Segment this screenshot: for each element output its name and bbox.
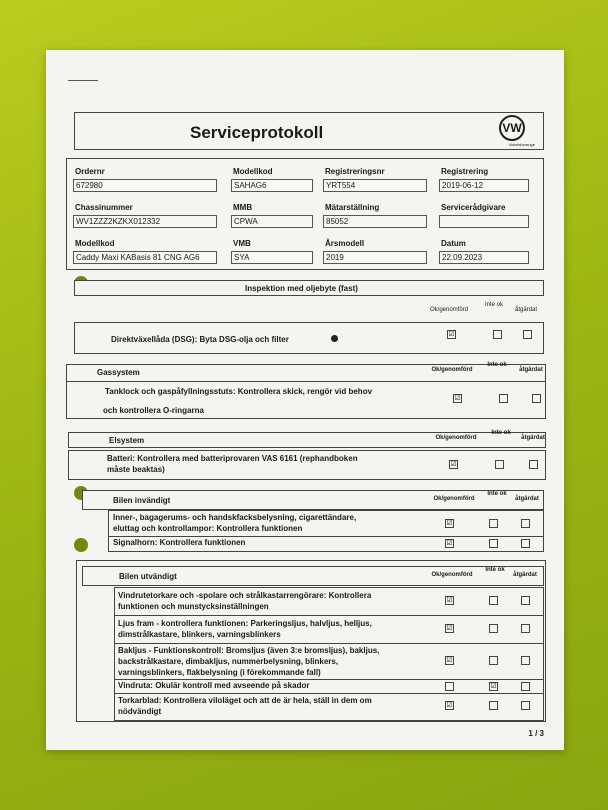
ok-checkbox[interactable]: ☑ xyxy=(446,597,453,604)
inte-ok-checkbox[interactable] xyxy=(489,701,498,710)
ok-checkbox[interactable]: ☑ xyxy=(450,461,457,468)
gassystem-title: Gassystem xyxy=(97,368,140,377)
elsystem-title: Elsystem xyxy=(109,436,145,445)
atgardat-checkbox[interactable] xyxy=(523,330,532,339)
ordernr-value: 672980 xyxy=(73,179,217,192)
ok-checkbox[interactable]: ☑ xyxy=(446,657,453,664)
ok-checkbox[interactable] xyxy=(445,682,454,691)
page-title: Serviceprotokoll xyxy=(190,123,324,142)
row-text: Direktväxellåda (DSG): Byta DSG-olja och filter xyxy=(111,335,289,344)
elsystem-header xyxy=(68,432,546,448)
inte-ok-checkbox[interactable]: ☑ xyxy=(490,683,497,690)
col-ok: Ok/genomförd xyxy=(429,307,469,313)
serviceradgivare-label: Servicerådgivare xyxy=(441,203,506,212)
utvandigt-header xyxy=(82,566,544,586)
inte-ok-checkbox[interactable] xyxy=(489,539,498,548)
registrering-label: Registrering xyxy=(441,167,489,176)
inte-ok-checkbox[interactable] xyxy=(489,624,498,633)
col-inte: Inte ok xyxy=(487,362,507,368)
chassinummer-value: WV1ZZZ2KZKX012332 xyxy=(73,215,217,228)
modellkod2-label: Modellkod xyxy=(75,239,115,248)
table-row xyxy=(114,615,544,645)
col-atgardat: åtgärdat xyxy=(513,572,537,578)
modellkod-value: SAHAG6 xyxy=(231,179,313,192)
inspection-title: Inspektion med oljebyte (fast) xyxy=(245,284,358,293)
modell-value: Caddy Maxi KABasis 81 CNG AG6 xyxy=(73,251,217,264)
row-text-line1: Tanklock och gaspåfyllningsstuts: Kontrollera skick, rengör vid behov xyxy=(105,387,373,396)
page-number: 1 / 3 xyxy=(528,729,544,738)
registreringsnr-value: YRT554 xyxy=(323,179,427,192)
vw-logo-icon: VW xyxy=(499,115,525,141)
col-inte: Inte ok xyxy=(485,567,505,573)
col-ok: Ok/genomförd xyxy=(433,496,475,502)
ok-checkbox[interactable]: ☑ xyxy=(454,395,461,402)
inspection-header xyxy=(74,280,544,296)
title-box xyxy=(74,112,544,150)
gassystem-header xyxy=(66,364,546,382)
atgardat-checkbox[interactable] xyxy=(521,682,530,691)
row-text-line2: måste beaktas) xyxy=(107,465,165,474)
serviceradgivare-value xyxy=(439,215,529,228)
table-row xyxy=(114,587,544,617)
punch-hole xyxy=(74,538,88,552)
registreringsnr-label: Registreringsnr xyxy=(325,167,385,176)
col-ok: Ok/genomförd xyxy=(431,367,473,373)
row-text-line2: dimstrålkastare, blinkers, varningsblinkers xyxy=(118,630,281,639)
atgardat-checkbox[interactable] xyxy=(521,701,530,710)
mmb-label: MMB xyxy=(233,203,253,212)
col-inte: Inte ok xyxy=(491,430,511,436)
table-row xyxy=(74,322,544,354)
table-row xyxy=(114,693,544,721)
col-inte: Inte ok xyxy=(484,302,503,308)
row-text-line1: Signalhorn: Kontrollera funktionen xyxy=(113,538,246,547)
table-row xyxy=(66,381,546,419)
inte-ok-checkbox[interactable] xyxy=(493,330,502,339)
row-text-line1: Vindruta: Okulär kontroll med avseende på skador xyxy=(118,681,310,690)
table-row xyxy=(108,536,544,552)
col-atgardat: åtgärdat xyxy=(515,496,539,502)
col-atgardat: åtgärdat xyxy=(519,367,543,373)
inte-ok-checkbox[interactable] xyxy=(499,394,508,403)
row-text-line1: Ljus fram - kontrollera funktionen: Parkeringsljus, halvljus, helljus, xyxy=(118,619,372,628)
corner-dash xyxy=(68,80,98,81)
ok-checkbox[interactable]: ☑ xyxy=(446,540,453,547)
invandigt-title: Bilen invändigt xyxy=(113,496,171,505)
table-row xyxy=(114,643,544,681)
row-text-line1: Batteri: Kontrollera med batteriprovaren VAS 6161 (rephandboken xyxy=(107,454,358,463)
matarstallning-value: 85052 xyxy=(323,215,427,228)
inte-ok-checkbox[interactable] xyxy=(489,596,498,605)
row-text-line2: backstrålkastare, dimbakljus, nummerbelysning, blinkers, xyxy=(118,657,339,666)
atgardat-checkbox[interactable] xyxy=(521,624,530,633)
row-text-line2: och kontrollera O-ringarna xyxy=(103,406,204,415)
col-ok: Ok/genomförd xyxy=(435,435,477,441)
datum-label: Datum xyxy=(441,239,466,248)
col-atgardat: åtgärdat xyxy=(521,435,545,441)
ok-checkbox[interactable]: ☑ xyxy=(446,520,453,527)
atgardat-checkbox[interactable] xyxy=(521,519,530,528)
bullet-dot xyxy=(331,335,338,342)
row-text-line2: funktionen och munstycksinställningen xyxy=(118,602,269,611)
ok-checkbox[interactable]: ☑ xyxy=(448,331,455,338)
ok-checkbox[interactable]: ☑ xyxy=(446,625,453,632)
vmb-value: SYA xyxy=(231,251,313,264)
atgardat-checkbox[interactable] xyxy=(532,394,541,403)
matarstallning-label: Mätarställning xyxy=(325,203,380,212)
col-ok: Ok/genomförd xyxy=(431,572,473,578)
logo-subtitle: Nutzfahrzeuge xyxy=(508,142,535,147)
row-text-line2: eluttag och kontrollampor: Kontrollera funktionen xyxy=(113,524,303,533)
vehicle-info-box xyxy=(66,158,544,270)
table-row xyxy=(108,510,544,538)
row-text-line1: Vindrutetorkare och -spolare och strålkastarrengörare: Kontrollera xyxy=(118,591,372,600)
row-text-line1: Bakljus - Funktionskontroll: Bromsljus (även 3:e bromsljus), bakljus, xyxy=(118,646,380,655)
ordernr-label: Ordernr xyxy=(75,167,105,176)
utvandigt-title: Bilen utvändigt xyxy=(119,572,177,581)
row-text-line1: Torkarblad: Kontrollera viloläget och att de är hela, ställ in dem om xyxy=(118,696,372,705)
atgardat-checkbox[interactable] xyxy=(521,539,530,548)
mmb-value: CPWA xyxy=(231,215,313,228)
vmb-label: VMB xyxy=(233,239,251,248)
service-protocol-sheet xyxy=(46,50,564,750)
inte-ok-checkbox[interactable] xyxy=(495,460,504,469)
ok-checkbox[interactable]: ☑ xyxy=(446,702,453,709)
arsmodell-label: Årsmodell xyxy=(325,239,365,248)
table-row xyxy=(68,450,546,480)
modellkod-label: Modellkod xyxy=(233,167,273,176)
row-text-line1: Inner-, bagagerums- och handskfacksbelysning, cigarettändare, xyxy=(113,513,357,522)
row-text-line3: varningsblinkers, flakbelysning (i förekommande fall) xyxy=(118,668,321,677)
chassinummer-label: Chassinummer xyxy=(75,203,133,212)
atgardat-checkbox[interactable] xyxy=(529,460,538,469)
row-text-line2: nödvändigt xyxy=(118,707,162,716)
inte-ok-checkbox[interactable] xyxy=(489,519,498,528)
atgardat-checkbox[interactable] xyxy=(521,596,530,605)
col-inte: Inte ok xyxy=(487,491,507,497)
atgardat-checkbox[interactable] xyxy=(521,656,530,665)
col-atgardat: åtgärdat xyxy=(514,307,538,313)
arsmodell-value: 2019 xyxy=(323,251,427,264)
inte-ok-checkbox[interactable] xyxy=(489,656,498,665)
invandigt-header xyxy=(82,490,544,510)
datum-value: 22.09.2023 xyxy=(439,251,529,264)
registrering-value: 2019-06-12 xyxy=(439,179,529,192)
